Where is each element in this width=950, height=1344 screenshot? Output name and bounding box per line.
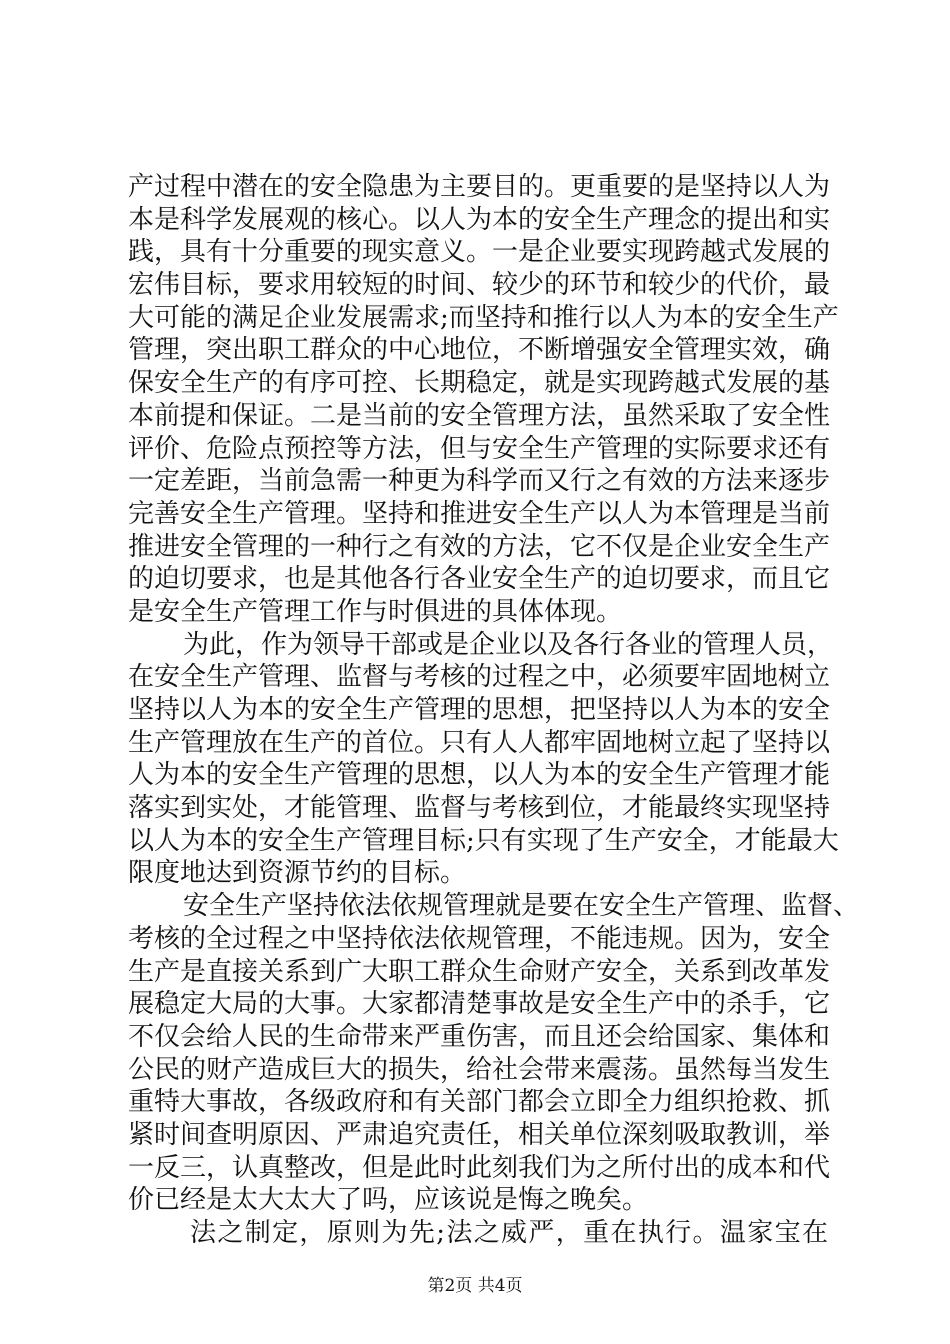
text-line: 一反三，认真整改，但是此时此刻我们为之所付出的成本和代 <box>128 1152 831 1183</box>
text-line: 是安全生产管理工作与时俱进的具体体现。 <box>128 596 623 627</box>
text-line: 的迫切要求，也是其他各行各业安全生产的迫切要求，而且它 <box>128 564 831 595</box>
paragraph-start-line: 安全生产坚持依法依规管理就是要在安全生产管理、监督、 <box>183 891 860 922</box>
paragraph-start-line: 为此，作为领导干部或是企业以及各行各业的管理人员， <box>183 629 834 660</box>
text-line: 本是科学发展观的核心。以人为本的安全生产理念的提出和实 <box>128 204 831 235</box>
text-line: 限度地达到资源节约的目标。 <box>128 858 467 889</box>
text-line: 展稳定大局的大事。大家都清楚事故是安全生产中的杀手，它 <box>128 989 831 1020</box>
text-line: 本前提和保证。二是当前的安全管理方法，虽然采取了安全性 <box>128 400 831 431</box>
text-line: 人为本的安全生产管理的思想，以人为本的安全生产管理才能 <box>128 760 831 791</box>
page-number-footer: 第2页 共4页 <box>427 1276 523 1296</box>
text-line: 重特大事故，各级政府和有关部门都会立即全力组织抢救、抓 <box>128 1087 831 1118</box>
text-line: 推进安全管理的一种行之有效的方法，它不仅是企业安全生产 <box>128 531 831 562</box>
text-line: 不仅会给人民的生命带来严重伤害，而且还会给国家、集体和 <box>128 1021 831 1052</box>
text-line: 紧时间查明原因、严肃追究责任，相关单位深刻吸取教训，举 <box>128 1119 831 1150</box>
text-line: 评价、危险点预控等方法，但与安全生产管理的实际要求还有 <box>128 433 831 464</box>
text-line: 践，具有十分重要的现实意义。一是企业要实现跨越式发展的 <box>128 237 831 268</box>
document-body <box>128 171 860 1250</box>
text-line: 以人为本的安全生产管理目标;只有实现了生产安全，才能最大 <box>128 825 839 856</box>
text-line: 大可能的满足企业发展需求;而坚持和推行以人为本的安全生产 <box>128 302 839 333</box>
text-line: 公民的财产造成巨大的损失，给社会带来震荡。虽然每当发生 <box>128 1054 831 1085</box>
text-line: 在安全生产管理、监督与考核的过程之中，必须要牢固地树立 <box>128 662 831 693</box>
text-line: 完善安全生产管理。坚持和推进安全生产以人为本管理是当前 <box>128 498 831 529</box>
text-line: 坚持以人为本的安全生产管理的思想，把坚持以人为本的安全 <box>128 695 831 725</box>
text-line: 落实到实处，才能管理、监督与考核到位，才能最终实现坚持 <box>128 793 831 824</box>
text-line: 一定差距，当前急需一种更为科学而又行之有效的方法来逐步 <box>128 466 831 497</box>
text-line: 价已经是太大太大了吗，应该说是悔之晚矣。 <box>128 1185 649 1216</box>
text-line: 管理，突出职工群众的中心地位，不断增强安全管理实效，确 <box>128 335 831 366</box>
text-line: 产过程中潜在的安全隐患为主要目的。更重要的是坚持以人为 <box>128 172 831 202</box>
text-line: 保安全生产的有序可控、长期稳定，就是实现跨越式发展的基 <box>128 368 831 399</box>
text-line: 生产管理放在生产的首位。只有人人都牢固地树立起了坚持以 <box>128 727 831 758</box>
text-line: 宏伟目标，要求用较短的时间、较少的环节和较少的代价，最 <box>128 270 831 301</box>
text-line: 生产是直接关系到广大职工群众生命财产安全，关系到改革发 <box>128 956 831 987</box>
paragraph-start-line: 法之制定，原则为先;法之威严，重在执行。温家宝在 <box>190 1218 828 1248</box>
text-line: 考核的全过程之中坚持依法依规管理，不能违规。因为，安全 <box>128 923 831 954</box>
